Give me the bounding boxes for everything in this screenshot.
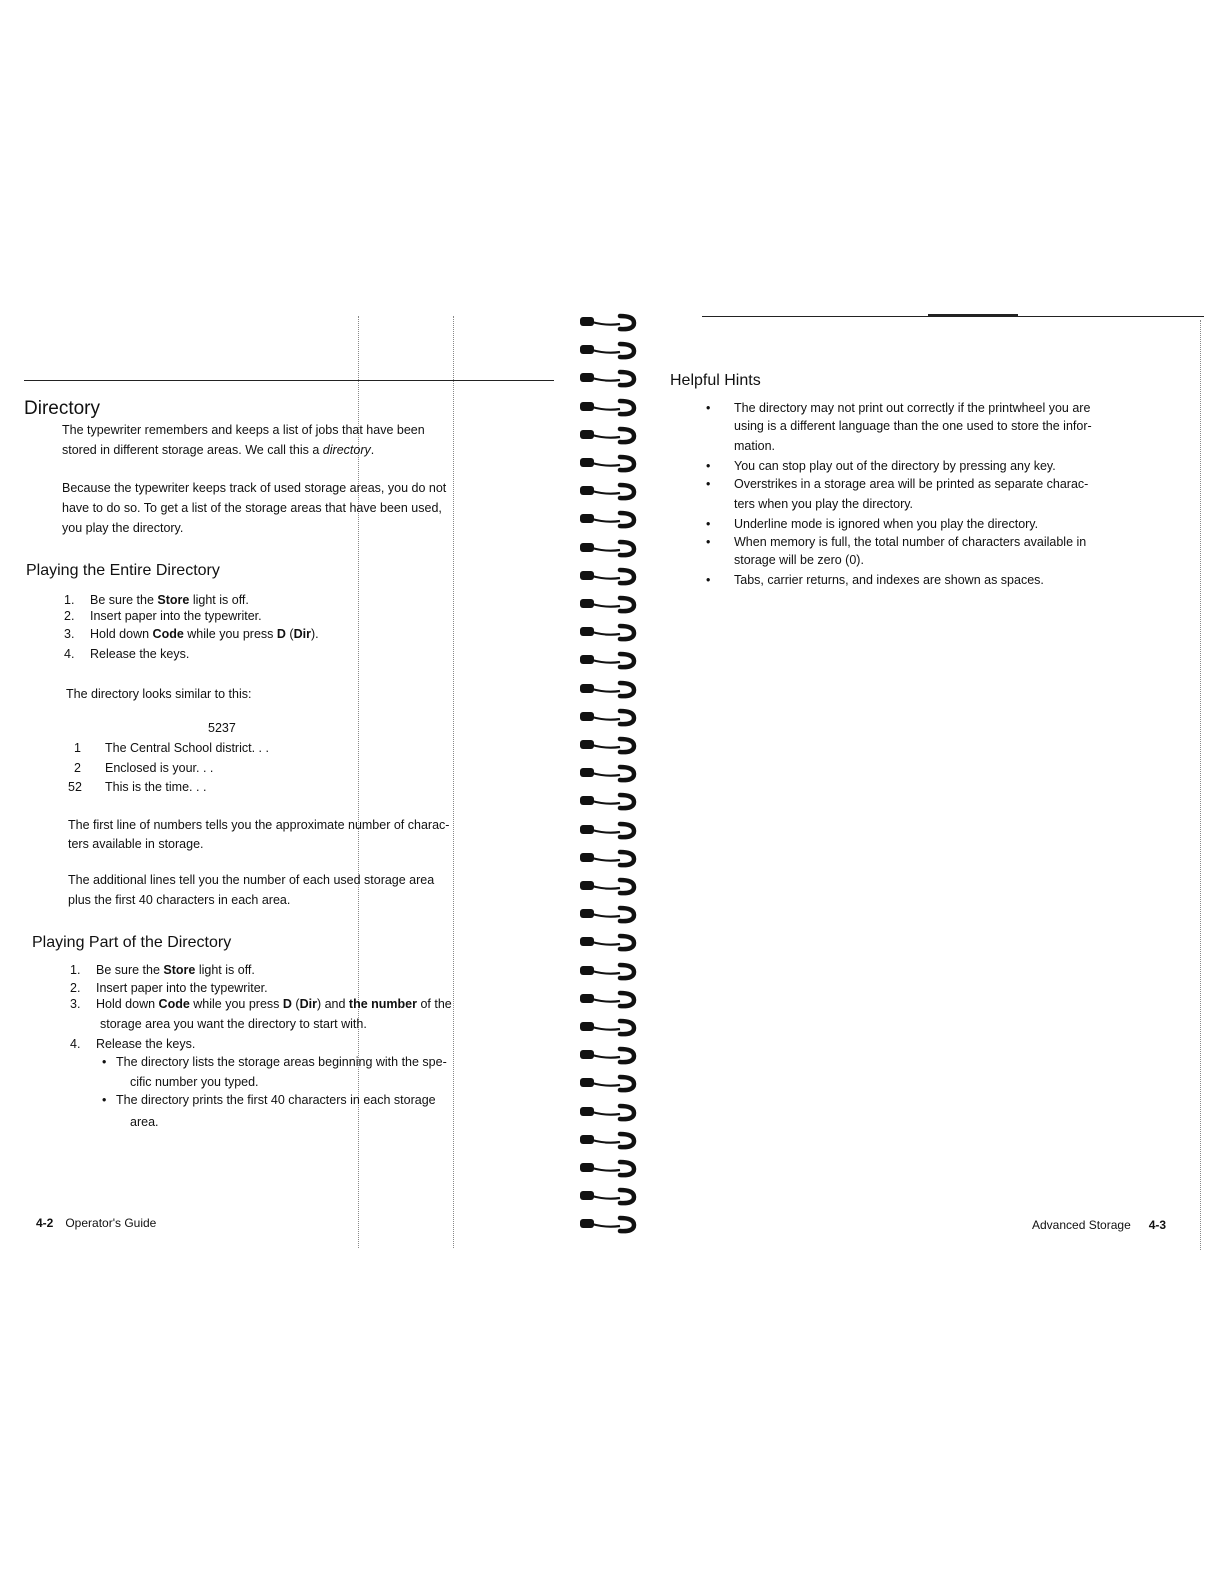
intro-paragraph-line: have to do so. To get a list of the storage areas that have been used,: [62, 501, 442, 515]
sample-area-number: 52: [68, 780, 82, 794]
text-run: of the: [416, 997, 452, 1011]
sample-area-text: Enclosed is your. . .: [105, 761, 214, 775]
step-number: 3.: [64, 627, 75, 641]
page-number: 4-2: [36, 1216, 54, 1230]
text-run: Underline mode is ignored when you play the directory.: [734, 517, 1039, 531]
left-page-footer: [36, 1216, 156, 1230]
spiral-ring: [576, 1184, 648, 1208]
page-title: Helpful Hints: [670, 372, 761, 389]
spiral-ring: [576, 761, 648, 785]
step-item: [64, 624, 319, 644]
section-title: Playing Part of the Directory: [32, 934, 232, 951]
hint-item: [706, 456, 1056, 476]
spiral-ring: [576, 648, 648, 672]
text-run: Insert paper into the typewriter.: [96, 981, 268, 995]
step-item: [70, 960, 255, 980]
hint-continuation: storage will be zero (0).: [734, 553, 864, 567]
key-name: Code: [158, 997, 190, 1011]
step-number: 1.: [70, 963, 81, 977]
body-text: The first line of numbers tells you the approximate number of charac-: [68, 818, 450, 832]
spiral-ring: [576, 1212, 648, 1236]
bullet-icon: •: [706, 477, 711, 491]
sample-row: [74, 738, 269, 758]
body-text: plus the first 40 characters in each area.: [68, 893, 291, 907]
key-name: Dir: [293, 627, 311, 641]
footer-title: Advanced Storage: [1032, 1218, 1131, 1232]
scan-edge-line: [1200, 320, 1201, 1250]
bullet-icon: •: [102, 1093, 107, 1107]
hint-continuation: ters when you play the directory.: [734, 497, 914, 511]
right-page-footer: [1032, 1218, 1166, 1232]
hint-item: [706, 398, 1090, 418]
text-run: The directory prints the first 40 characters in each storage: [116, 1093, 436, 1107]
sample-row: [74, 758, 213, 778]
hint-continuation: using is a different language than the one used to store the infor-: [734, 419, 1092, 433]
key-name: the number: [348, 997, 417, 1011]
step-number: 3.: [70, 997, 81, 1011]
spiral-ring: [576, 451, 648, 475]
spiral-ring: [576, 310, 648, 334]
emphasis-term: directory: [322, 443, 371, 457]
right-page-header-mark: [928, 314, 1018, 317]
spiral-ring: [576, 959, 648, 983]
text-run: Hold down: [90, 627, 153, 641]
text-run: (: [285, 627, 294, 641]
spiral-binding: [576, 310, 648, 1250]
text-run: while you press: [183, 627, 277, 641]
sample-character-count: 5237: [208, 721, 236, 735]
spiral-ring: [576, 1043, 648, 1067]
text-run: Be sure the: [90, 593, 158, 607]
spiral-ring: [576, 395, 648, 419]
bullet-item: [102, 1090, 436, 1110]
spiral-ring: [576, 846, 648, 870]
text-run: stored in different storage areas. We call this a: [62, 443, 323, 457]
bullet-icon: •: [706, 401, 711, 415]
sample-area-text: This is the time. . .: [105, 780, 207, 794]
spiral-ring: [576, 1156, 648, 1180]
spiral-ring: [576, 930, 648, 954]
spiral-ring: [576, 733, 648, 757]
text-run: light is off.: [189, 593, 249, 607]
scan-fold-line: [453, 316, 454, 1248]
step-number: 2.: [70, 981, 81, 995]
step-continuation: storage area you want the directory to start with.: [100, 1017, 367, 1031]
intro-paragraph-line: The typewriter remembers and keeps a list of jobs that have been: [62, 423, 425, 437]
body-text: The directory looks similar to this:: [66, 687, 252, 701]
text-run: ).: [310, 627, 319, 641]
spiral-ring: [576, 536, 648, 560]
spiral-ring: [576, 1128, 648, 1152]
spiral-ring: [576, 479, 648, 503]
text-run: Insert paper into the typewriter.: [90, 609, 262, 623]
intro-paragraph-line: [62, 440, 374, 460]
spiral-ring: [576, 564, 648, 588]
text-run: You can stop play out of the directory by pressing any key.: [734, 459, 1056, 473]
intro-paragraph-line: you play the directory.: [62, 521, 184, 535]
hint-item: [706, 532, 1086, 552]
bullet-continuation: area.: [130, 1115, 159, 1129]
text-run: Tabs, carrier returns, and indexes are shown as spaces.: [734, 573, 1044, 587]
page-number: 4-3: [1148, 1218, 1167, 1232]
step-item: [64, 606, 262, 626]
spiral-ring: [576, 874, 648, 898]
spiral-ring: [576, 705, 648, 729]
spiral-ring: [576, 1015, 648, 1039]
key-name: Dir: [299, 997, 317, 1011]
sample-row: [68, 777, 206, 797]
text-run: while you press: [189, 997, 283, 1011]
key-name: Store: [157, 593, 190, 607]
hint-item: [706, 570, 1044, 590]
hint-item: [706, 474, 1088, 494]
bullet-icon: •: [706, 535, 711, 549]
key-name: D: [282, 997, 292, 1011]
bullet-item: [102, 1052, 447, 1072]
spiral-ring: [576, 1100, 648, 1124]
key-name: Store: [163, 963, 196, 977]
footer-title: Operator's Guide: [65, 1216, 157, 1230]
text-run: Overstrikes in a storage area will be printed as separate charac-: [734, 477, 1089, 491]
sample-area-text: The Central School district. . .: [105, 741, 269, 755]
body-text: ters available in storage.: [68, 837, 204, 851]
text-run: The directory may not print out correctly if the printwheel you are: [734, 401, 1091, 415]
hint-item: [706, 514, 1038, 534]
left-page-header-rule: [24, 380, 554, 381]
spiral-ring: [576, 818, 648, 842]
spiral-ring: [576, 987, 648, 1011]
text-run: Release the keys.: [96, 1037, 196, 1051]
text-run: (: [291, 997, 300, 1011]
spiral-ring: [576, 423, 648, 447]
spiral-ring: [576, 507, 648, 531]
key-name: D: [276, 627, 286, 641]
spiral-ring: [576, 789, 648, 813]
bullet-icon: •: [706, 517, 711, 531]
step-number: 4.: [70, 1037, 81, 1051]
bullet-continuation: cific number you typed.: [130, 1075, 259, 1089]
step-item: [70, 1034, 195, 1054]
text-run: Release the keys.: [90, 647, 190, 661]
step-number: 2.: [64, 609, 75, 623]
spiral-ring: [576, 338, 648, 362]
bullet-icon: •: [102, 1055, 107, 1069]
page-title: Directory: [24, 398, 101, 419]
bullet-icon: •: [706, 459, 711, 473]
section-title: Playing the Entire Directory: [26, 562, 220, 579]
text-run: .: [370, 443, 375, 457]
spiral-ring: [576, 620, 648, 644]
sample-area-number: 1: [74, 741, 81, 755]
spiral-ring: [576, 677, 648, 701]
text-run: Be sure the: [96, 963, 164, 977]
body-text: The additional lines tell you the number of each used storage area: [68, 873, 435, 887]
spiral-ring: [576, 366, 648, 390]
text-run: The directory lists the storage areas beginning with the spe-: [116, 1055, 447, 1069]
text-run: When memory is full, the total number of characters available in: [734, 535, 1087, 549]
text-run: ) and: [316, 997, 349, 1011]
text-run: light is off.: [195, 963, 255, 977]
hint-continuation: mation.: [734, 439, 775, 453]
spiral-ring: [576, 902, 648, 926]
step-number: 1.: [64, 593, 75, 607]
key-name: Code: [152, 627, 184, 641]
spiral-ring: [576, 1071, 648, 1095]
step-item: [64, 644, 189, 664]
text-run: Hold down: [96, 997, 159, 1011]
bullet-icon: •: [706, 573, 711, 587]
intro-paragraph-line: Because the typewriter keeps track of used storage areas, you do not: [62, 481, 447, 495]
step-number: 4.: [64, 647, 75, 661]
step-item: [70, 994, 452, 1014]
sample-area-number: 2: [74, 761, 81, 775]
spiral-ring: [576, 592, 648, 616]
